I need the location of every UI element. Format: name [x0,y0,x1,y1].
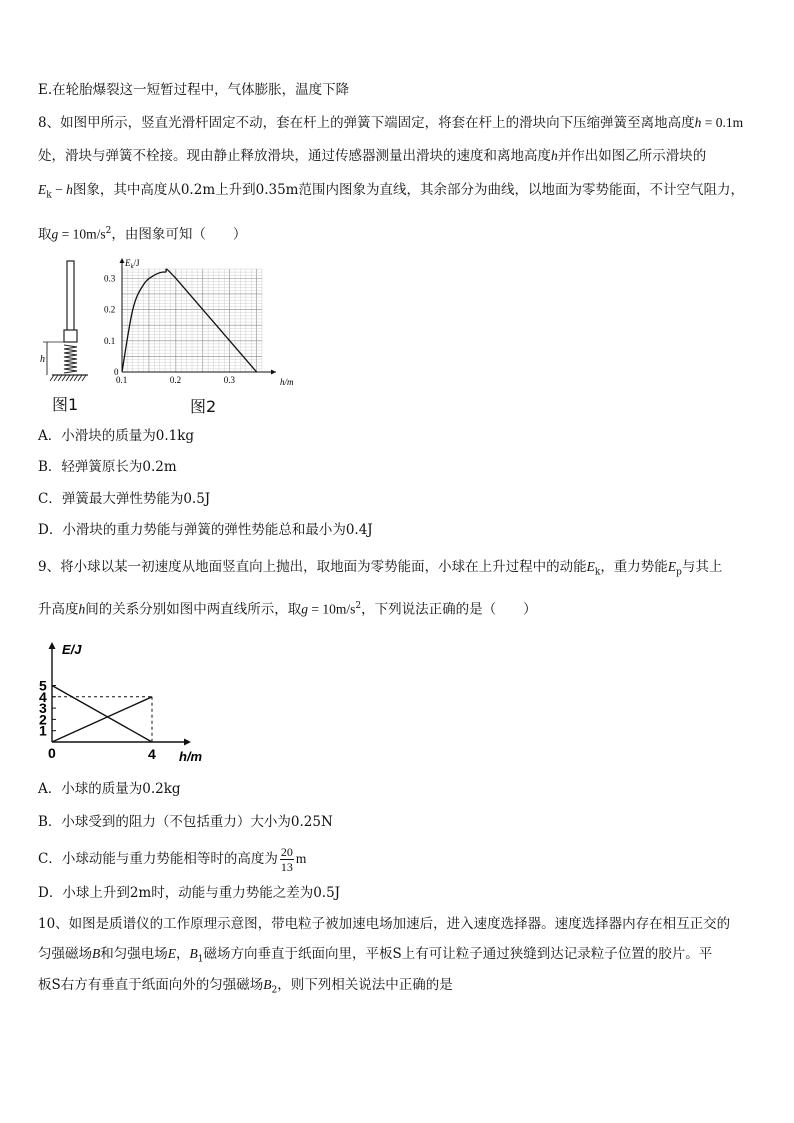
q8-h-value: = 0.1m [701,115,744,130]
fig1-ground-hatch [50,375,86,381]
q9-stem-line1 [38,557,722,583]
q9-y-tick-label: 3 [39,700,47,717]
q8-g-value: = 10m/s [58,226,106,242]
q10-text: 磁场方向垂直于纸面向里，平板S上有可让粒子通过狭缝到达记录粒子位置的胶片。平 [203,946,713,962]
q10-B2-sub: 2 [271,985,278,996]
q10-text: 和匀强电场 [100,946,168,962]
q8-ek-symbol: E [38,182,47,197]
q9-y-tick-label: 2 [39,711,47,728]
fig2-x-tick-label: 0.3 [223,375,235,385]
q10-B1-sub: 1 [197,954,204,965]
fig1-spring-apparatus [38,258,94,383]
q9-x-tick-label: 4 [148,746,156,762]
q9-axes [49,642,192,746]
fig2-ylabel-sub: k [130,264,134,270]
q9-option-c-fraction [280,845,294,874]
q8-g-exp: 2 [105,226,112,236]
q8-var-h: h [66,182,73,197]
q8-stem-line4 [38,221,246,245]
fraction-denominator: 13 [280,860,293,874]
q9-series-lines [52,686,152,743]
fig1-h-label: h [40,354,45,365]
q10-var-E: E [167,946,176,961]
q9-text: 与其上 [681,559,723,575]
fig2-ylabel-sym: E [125,258,131,268]
q9-text: 升高度 [38,601,79,618]
q8-text: 并作出如图乙所示滑块的 [557,148,707,164]
q8-stem-line1 [38,113,743,133]
q8-text: 图象，其中高度从0.2m上升到0.35m范围内图象为直线，其余部分为曲线，以地面为零势能面，不计空气阻力， [72,182,744,198]
q9-line-ep [52,697,152,742]
fig2-y-arrow [120,258,125,263]
q10-text: ，则下列相关说法中正确的是 [277,977,453,993]
q9-var-g: g [301,601,308,617]
fig1-spring [64,345,77,373]
q9-g-value: = 10m/s [308,601,356,617]
q8-stem-line3 [38,180,744,206]
q7-option-e: E.在轮胎爆裂这一短暂过程中，气体膨胀，温度下降 [38,82,350,98]
q10-text: 匀强磁场 [38,946,92,962]
q9-y-arrow [49,642,56,649]
q8-text: 处，滑块与弹簧不栓接。现由静止释放滑块，通过传感器测量出滑块的速度和离地高度 [38,148,551,164]
q9-var-h: h [78,601,86,617]
q10-stem-line1: 10、如图是质谱仪的工作原理示意图，带电粒子被加速电场加速后，进入速度选择器。速度选择器内存在相互正交的 [38,916,731,932]
q9-ep-sub: p [676,567,682,578]
q10-var-B2: B [263,977,272,992]
fig1-caption: 图1 [52,395,79,414]
q9-text: 间的关系分别如图中两直线所示，取 [85,601,302,618]
fig2-ylabel-unit: /J [133,258,140,268]
q9-option-d: D．小球上升到2m时，动能与重力势能之差为0.5J [38,885,341,901]
q9-text: 9、将小球以某一初速度从地面竖直向上抛出，取地面为零势能面，小球在上升过程中的动能 [38,559,587,575]
q9-y-axis-label: E/J [62,642,82,657]
fig1-slider [64,330,77,342]
q10-stem-line2 [38,944,712,970]
q8-option-a: A．小滑块的质量为0.1kg [38,428,195,444]
q8-option-c: C．弹簧最大弹性势能为0.5J [38,491,211,507]
fig2-labels [104,258,294,387]
fig2-y-tick-label: 0.1 [104,335,116,346]
q9-ek-sub: k [594,567,601,578]
fig2-origin-label: 0 [114,367,119,377]
q10-text: 板S右方有垂直于纸面向外的匀强磁场 [38,977,264,993]
q9-g-exp: 2 [355,601,362,611]
q10-text: ， [176,946,190,962]
fig2-y-tick-label: 0.3 [104,273,116,284]
q9-y-tick-label: 1 [39,722,47,739]
fig2-x-arrow [271,370,276,375]
q9-x-axis-label: h/m [179,749,203,764]
q9-line-ek [52,686,152,743]
q10-stem-line3 [38,975,453,1001]
q9-e-h-chart [34,640,219,765]
q8-option-b: B．轻弹簧原长为0.2m [38,459,177,475]
q9-option-a: A．小球的质量为0.2kg [38,781,181,797]
fig2-x-tick-label: 0.1 [116,375,128,385]
q8-dash: − [51,182,67,197]
fraction-numerator: 20 [280,845,293,859]
fig2-axes [120,258,277,375]
q9-option-c [38,845,306,874]
q9-text: ，下列说法正确的是（ ） [361,601,537,618]
fig2-x-tick-label: 0.2 [169,375,182,385]
fig2-y-axis-label [124,258,140,270]
fig2-caption: 图2 [190,397,217,416]
q8-text: ，由图象可知（ ） [111,226,247,243]
q8-text: 8、如图甲所示，竖直光滑杆固定不动，套在杆上的弹簧下端固定，将套在杆上的滑块向下压缩弹簧至离地高度 [38,115,695,131]
fig2-y-tick-label: 0.2 [104,304,116,315]
q8-text: 取 [38,226,52,243]
q9-option-c-unit: m [295,851,307,866]
q8-var-g: g [51,226,59,242]
q9-text: ，重力势能 [600,559,668,575]
q9-y-tick-label: 4 [39,688,47,705]
q9-option-b: B．小球受到的阻力（不包括重力）大小为0.25N [38,814,333,830]
fig2-ek-h-chart [100,255,300,390]
q8-var-h: h [694,115,702,130]
q8-stem-line2 [38,146,706,166]
q10-var-B1: B [189,946,198,961]
q8-ek-sub: k [46,190,52,201]
q8-var-h: h [551,148,558,163]
q9-x-arrow [184,739,191,746]
q9-option-c-text: C．小球动能与重力势能相等时的高度为 [38,851,278,867]
q8-option-d: D．小滑块的重力势能与弹簧的弹性势能总和最小为0.4J [38,522,373,538]
fig1-rod [67,261,74,333]
q9-y-tick-label: 5 [39,677,47,694]
q9-origin-label: 0 [48,745,56,761]
q9-stem-line2 [38,596,537,620]
fig2-x-axis-label: h/m [280,377,294,387]
q9-ek-symbol: E [586,559,595,574]
q9-ep-symbol: E [667,559,677,574]
q10-var-B: B [92,946,101,961]
q9-labels [39,642,203,764]
